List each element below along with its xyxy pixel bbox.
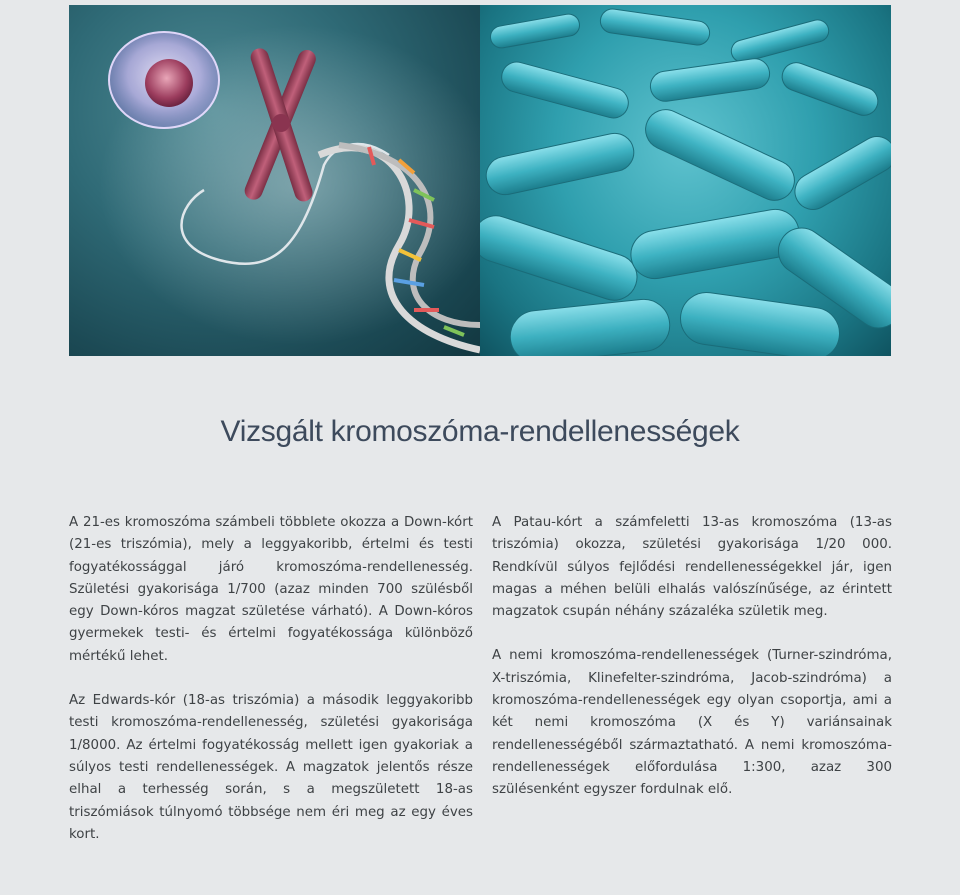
hero-image-strip [69, 5, 891, 356]
paragraph-patau-syndrome: A Patau-kórt a számfeletti 13-as kromoszóma (13-as triszómia) okozza, születési gyakorisága 1/20 000. Rendkívül súlyos fejlődési rendellenességekkel jár, igen magas a méhen belüli elhalás valószínűsége, az érintett magzatok csupán néhány százaléka születik meg. [492, 515, 892, 620]
page-title: Vizsgált kromoszóma-rendellenességek [220, 415, 740, 448]
paragraph-down-syndrome: A 21-es kromoszóma számbeli többlete okozza a Down-kórt (21-es triszómia), mely a leggyakoribb, értelmi és testi fogyatékossággal járó kromoszóma-rendellenesség. Születési gyakorisága 1/700 (azaz minden 700 szülésből egy Down-kóros magzat születése várható). A Down-kóros gyermekek testi- és értelmi fogyatékossága különböző mértékű lehet. [69, 515, 473, 664]
right-text-column [492, 512, 892, 824]
paragraph-edwards-syndrome: Az Edwards-kór (18-as triszómia) a második leggyakoribb testi kromoszóma-rendellenesség, születési gyakorisága 1/8000. Az értelmi fogyatékosság mellett igen gyakoriak a súlyos testi rendellenességek. A magzatok jelentős része elhal a terhesség során, s a megszületett 18-as triszómiások túlnyomó többsége nem éri meg az egy éves kort. [69, 693, 473, 842]
chromosome-microscopy-icon [480, 5, 891, 356]
chromosome-dna-illustration [69, 5, 480, 356]
paragraph-sex-chromosome-abnormalities: A nemi kromoszóma-rendellenességek (Turner-szindróma, X-triszómia, Klinefelter-szindróma, Jacob-szindróma) a kromoszóma-rendellenességek egy olyan csoportja, ami a két nemi kromoszóma (X és Y) variánsainak rendellenességéből származtatható. A nemi kromoszóma-rendellenességek előfordulása 1:300, azaz 300 szülésenként egyszer fordulnak elő. [492, 648, 892, 798]
chromosome-microscopy-image [480, 5, 891, 356]
chromosome-dna-illustration-icon [69, 5, 480, 356]
left-text-column [69, 512, 473, 868]
